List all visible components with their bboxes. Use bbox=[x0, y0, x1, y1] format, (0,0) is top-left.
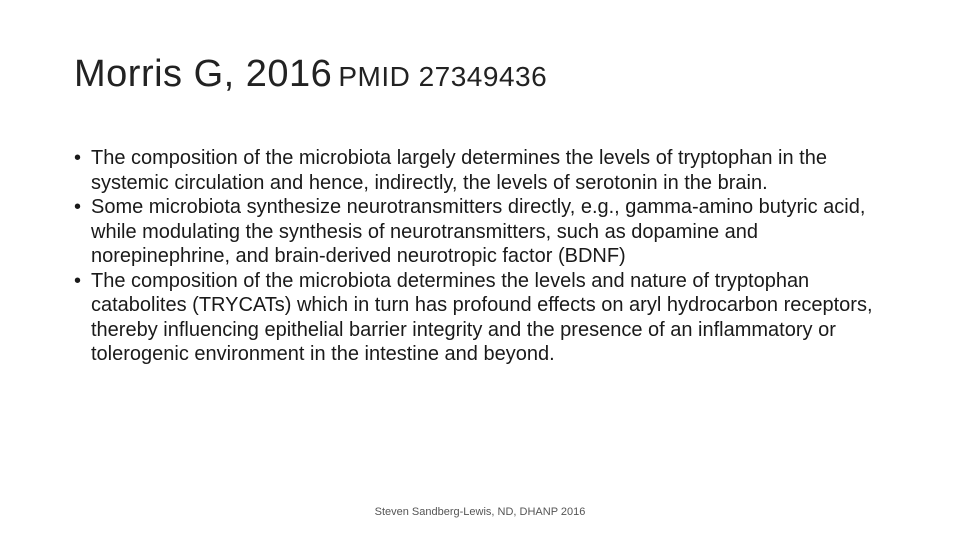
title-pmid: PMID 27349436 bbox=[338, 61, 548, 92]
bullet-item bbox=[74, 146, 894, 195]
bullet-item bbox=[74, 269, 894, 367]
title-main: Morris G, 2016 bbox=[74, 53, 333, 95]
bullet-marker: • bbox=[74, 269, 82, 292]
bullet-text: The composition of the microbiota determines the levels and nature of tryptophan catabolites (TRYCATs) which in turn has profound effects on aryl hydrocarbon receptors, thereby influencing epithelial barrier integrity and the presence of an inflammatory or tolerogenic environment in the intestine and beyond. bbox=[91, 269, 873, 365]
slide-footer: Steven Sandberg-Lewis, ND, DHANP 2016 bbox=[374, 506, 586, 518]
bullet-list bbox=[74, 146, 894, 367]
bullet-text: The composition of the microbiota largely determines the levels of tryptophan in the systemic circulation and hence, indirectly, the levels of serotonin in the brain. bbox=[91, 147, 827, 194]
bullet-item bbox=[74, 195, 894, 269]
bullet-text: Some microbiota synthesize neurotransmitters directly, e.g., gamma-amino butyric acid, while modulating the synthesis of neurotransmitters, such as dopamine and norepinephrine, and brain-derived neurotropic factor (BDNF) bbox=[91, 196, 866, 267]
bullet-marker: • bbox=[74, 147, 82, 169]
bullet-marker: • bbox=[74, 196, 82, 218]
slide-title bbox=[74, 52, 547, 98]
